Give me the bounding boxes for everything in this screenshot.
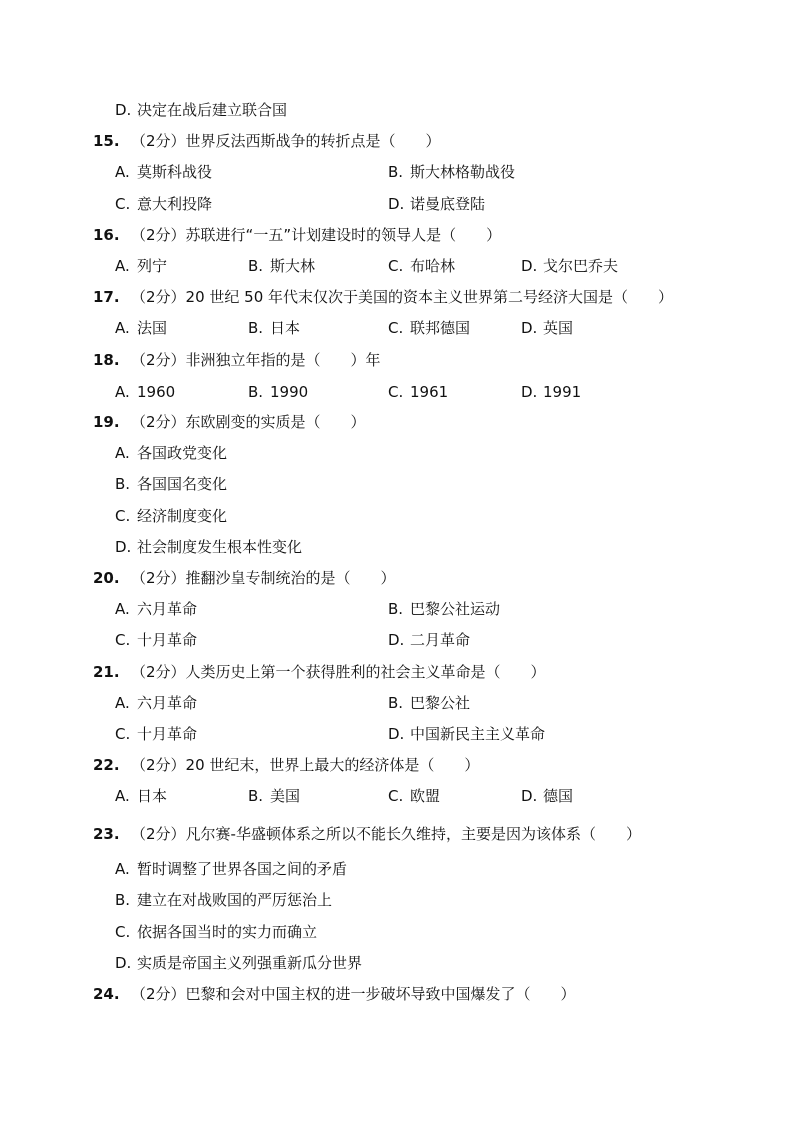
question-text: 推翻沙皇专制统治的是（ ） (185, 569, 396, 587)
question-number: 18. (93, 351, 120, 369)
option-letter: B. (248, 787, 264, 805)
question-21 (93, 662, 546, 682)
option-letter: D. (521, 319, 538, 337)
question-text: 非洲独立年指的是（ ）年 (185, 351, 381, 369)
option-text: 1960 (137, 383, 176, 401)
q15-option-d (388, 194, 485, 214)
option-text: 法国 (137, 319, 168, 337)
q15-option-b (388, 162, 515, 182)
option-text: 斯大林格勒战役 (410, 163, 516, 181)
q19-option-d (115, 537, 302, 557)
option-letter: C. (115, 195, 131, 213)
q22-option-a (115, 786, 167, 806)
question-18 (93, 350, 381, 370)
option-text: 意大利投降 (137, 195, 213, 213)
option-letter: D. (521, 383, 538, 401)
option-text: 六月革命 (137, 600, 198, 618)
option-letter: B. (388, 163, 404, 181)
question-number: 23. (93, 825, 120, 843)
q21-option-c (115, 724, 197, 744)
q23-option-c (115, 922, 317, 942)
question-text: 20 世纪末，世界上最大的经济体是（ ） (185, 756, 480, 774)
question-text: 苏联进行“一五”计划建设时的领导人是（ ） (185, 226, 502, 244)
option-letter: B. (248, 383, 264, 401)
question-number: 17. (93, 288, 120, 306)
option-letter: A. (115, 319, 130, 337)
option-text: 暂时调整了世界各国之间的矛盾 (137, 860, 348, 878)
question-text: 人类历史上第一个获得胜利的社会主义革命是（ ） (185, 663, 546, 681)
option-letter: A. (115, 257, 130, 275)
question-points: （2分） (131, 569, 186, 587)
q14-option-d (115, 100, 287, 120)
option-text: 中国新民主主义革命 (410, 725, 546, 743)
option-text: 各国政党变化 (137, 444, 228, 462)
question-17 (93, 287, 673, 307)
option-text: 各国国名变化 (137, 475, 228, 493)
option-text: 社会制度发生根本性变化 (137, 538, 303, 556)
q23-option-b (115, 890, 332, 910)
option-letter: D. (115, 101, 132, 119)
option-letter: D. (521, 787, 538, 805)
option-letter: B. (115, 891, 131, 909)
q22-option-d (521, 786, 573, 806)
option-text: 1991 (543, 383, 582, 401)
q21-option-a (115, 693, 197, 713)
option-letter: D. (388, 725, 405, 743)
option-letter: C. (388, 319, 404, 337)
q21-option-b (388, 693, 470, 713)
question-points: （2分） (131, 756, 186, 774)
q20-option-d (388, 630, 470, 650)
option-letter: D. (115, 538, 132, 556)
option-text: 斯大林 (270, 257, 316, 275)
option-letter: A. (115, 694, 130, 712)
question-24 (93, 984, 576, 1004)
option-letter: B. (248, 257, 264, 275)
option-text: 英国 (543, 319, 574, 337)
option-text: 二月革命 (410, 631, 471, 649)
question-text: 世界反法西斯战争的转折点是（ ） (185, 132, 441, 150)
question-points: （2分） (131, 226, 186, 244)
option-letter: D. (115, 954, 132, 972)
q17-option-a (115, 318, 167, 338)
question-text: 东欧剧变的实质是（ ） (185, 413, 366, 431)
q23-option-d (115, 953, 362, 973)
q20-option-a (115, 599, 197, 619)
question-text: 20 世纪 50 年代末仅次于美国的资本主义世界第二号经济大国是（ ） (185, 288, 674, 306)
option-letter: D. (521, 257, 538, 275)
option-letter: A. (115, 860, 130, 878)
option-text: 1990 (270, 383, 309, 401)
q22-option-b (248, 786, 300, 806)
option-letter: A. (115, 383, 130, 401)
question-20 (93, 568, 396, 588)
option-letter: B. (115, 475, 131, 493)
option-letter: D. (388, 195, 405, 213)
question-points: （2分） (131, 663, 186, 681)
q23-option-a (115, 859, 347, 879)
question-number: 16. (93, 226, 120, 244)
q18-option-c (388, 382, 448, 402)
option-text: 六月革命 (137, 694, 198, 712)
option-letter: A. (115, 600, 130, 618)
question-text: 巴黎和会对中国主权的进一步破坏导致中国爆发了（ ） (185, 985, 576, 1003)
q19-option-b (115, 474, 227, 494)
option-text: 欧盟 (410, 787, 441, 805)
option-text: 实质是帝国主义列强重新瓜分世界 (137, 954, 363, 972)
question-number: 24. (93, 985, 120, 1003)
question-16 (93, 225, 501, 245)
question-points: （2分） (131, 985, 186, 1003)
q16-option-c (388, 256, 455, 276)
q15-option-a (115, 162, 212, 182)
option-text: 列宁 (137, 257, 168, 275)
option-letter: C. (388, 383, 404, 401)
option-text: 诺曼底登陆 (410, 195, 486, 213)
option-text: 莫斯科战役 (137, 163, 213, 181)
question-22 (93, 755, 479, 775)
q20-option-c (115, 630, 197, 650)
q18-option-a (115, 382, 175, 402)
option-text: 巴黎公社 (410, 694, 471, 712)
q15-option-c (115, 194, 212, 214)
option-text: 巴黎公社运动 (410, 600, 501, 618)
option-letter: D. (388, 631, 405, 649)
option-letter: C. (388, 787, 404, 805)
q20-option-b (388, 599, 500, 619)
q17-option-b (248, 318, 300, 338)
question-points: （2分） (131, 825, 186, 843)
q18-option-b (248, 382, 308, 402)
option-text: 日本 (137, 787, 168, 805)
option-text: 日本 (270, 319, 301, 337)
question-points: （2分） (131, 351, 186, 369)
option-letter: A. (115, 444, 130, 462)
q16-option-b (248, 256, 315, 276)
option-text: 十月革命 (137, 725, 198, 743)
option-text: 十月革命 (137, 631, 198, 649)
q19-option-a (115, 443, 227, 463)
option-text: 联邦德国 (410, 319, 471, 337)
q17-option-c (388, 318, 470, 338)
q16-option-a (115, 256, 167, 276)
option-text: 戈尔巴乔夫 (543, 257, 619, 275)
q18-option-d (521, 382, 581, 402)
option-text: 建立在对战败国的严厉惩治上 (137, 891, 333, 909)
question-number: 20. (93, 569, 120, 587)
question-23 (93, 824, 641, 844)
option-text: 经济制度变化 (137, 507, 228, 525)
q22-option-c (388, 786, 440, 806)
option-letter: C. (388, 257, 404, 275)
option-letter: C. (115, 507, 131, 525)
question-number: 15. (93, 132, 120, 150)
question-15 (93, 131, 441, 151)
q17-option-d (521, 318, 573, 338)
q16-option-d (521, 256, 618, 276)
option-letter: A. (115, 787, 130, 805)
question-19 (93, 412, 366, 432)
question-number: 22. (93, 756, 120, 774)
question-points: （2分） (131, 132, 186, 150)
question-points: （2分） (131, 413, 186, 431)
option-text: 布哈林 (410, 257, 456, 275)
option-text: 美国 (270, 787, 301, 805)
option-text: 德国 (543, 787, 574, 805)
option-letter: C. (115, 725, 131, 743)
option-text: 依据各国当时的实力而确立 (137, 923, 318, 941)
question-number: 21. (93, 663, 120, 681)
question-number: 19. (93, 413, 120, 431)
q21-option-d (388, 724, 545, 744)
option-text: 1961 (410, 383, 449, 401)
option-letter: B. (388, 600, 404, 618)
option-letter: A. (115, 163, 130, 181)
question-text: 凡尔赛-华盛顿体系之所以不能长久维持，主要是因为该体系（ ） (185, 825, 641, 843)
q19-option-c (115, 506, 227, 526)
option-letter: B. (248, 319, 264, 337)
option-letter: C. (115, 631, 131, 649)
option-letter: C. (115, 923, 131, 941)
question-points: （2分） (131, 288, 186, 306)
option-text: 决定在战后建立联合国 (137, 101, 288, 119)
option-letter: B. (388, 694, 404, 712)
